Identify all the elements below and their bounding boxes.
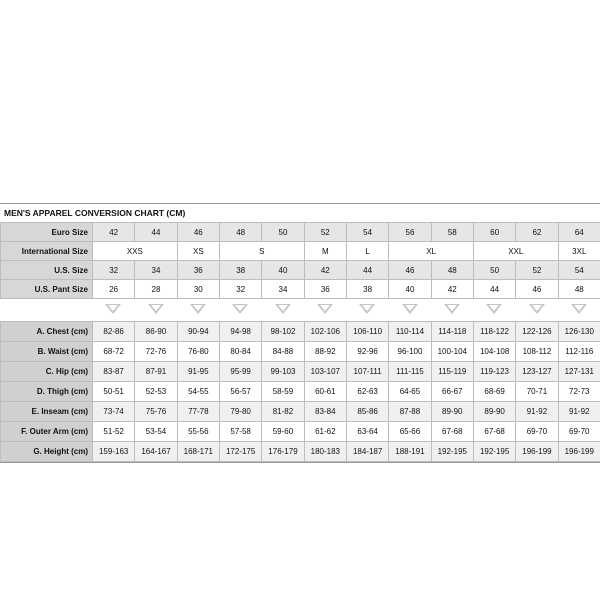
chart-title: MEN'S APPAREL CONVERSION CHART (CM) (0, 203, 600, 222)
measurement-cell: 79-80 (219, 402, 261, 422)
measurement-cell: 57-58 (219, 422, 261, 442)
measurement-cell: 59-60 (262, 422, 304, 442)
measurement-cell: 91-95 (177, 362, 219, 382)
measurement-cell: 188-191 (389, 442, 431, 462)
size-cell: 40 (262, 261, 304, 280)
size-cell: XL (389, 242, 474, 261)
size-table (0, 222, 600, 299)
measurement-cell: 69-70 (516, 422, 558, 442)
size-cell: 26 (93, 280, 135, 299)
measurement-row (1, 442, 600, 462)
measurement-cell: 94-98 (219, 322, 261, 342)
measurement-cell: 168-171 (177, 442, 219, 462)
measurement-cell: 96-100 (389, 342, 431, 362)
measurement-cell: 85-86 (346, 402, 388, 422)
measurement-cell: 88-92 (304, 342, 346, 362)
measurement-row-label: F. Outer Arm (cm) (1, 422, 93, 442)
down-arrow-icon (359, 304, 375, 314)
measurement-row-label: D. Thigh (cm) (1, 382, 93, 402)
measurement-cell: 122-126 (516, 322, 558, 342)
measurement-cell: 50-51 (93, 382, 135, 402)
measurement-cell: 95-99 (219, 362, 261, 382)
measurement-cell: 51-52 (93, 422, 135, 442)
measurement-cell: 172-175 (219, 442, 261, 462)
measurement-cell: 100-104 (431, 342, 473, 362)
measurement-cell: 54-55 (177, 382, 219, 402)
measurement-cell: 80-84 (219, 342, 261, 362)
size-cell: 58 (431, 223, 473, 242)
size-row (1, 223, 600, 242)
size-cell: 38 (219, 261, 261, 280)
size-cell: 44 (473, 280, 515, 299)
measurement-cell: 87-88 (389, 402, 431, 422)
measurement-row (1, 322, 600, 342)
measurement-cell: 192-195 (431, 442, 473, 462)
measurement-cell: 70-71 (516, 382, 558, 402)
measurement-cell: 82-86 (93, 322, 135, 342)
measurement-cell: 91-92 (516, 402, 558, 422)
size-cell: XXL (473, 242, 558, 261)
measurement-cell: 90-94 (177, 322, 219, 342)
measurement-cell: 73-74 (93, 402, 135, 422)
measurement-cell: 176-179 (262, 442, 304, 462)
size-row-label: U.S. Size (1, 261, 93, 280)
measurement-cell: 66-67 (431, 382, 473, 402)
measurement-cell: 111-115 (389, 362, 431, 382)
measurement-cell: 164-167 (135, 442, 177, 462)
size-cell: 46 (389, 261, 431, 280)
size-cell: 28 (135, 280, 177, 299)
measurement-cell: 62-63 (346, 382, 388, 402)
measurement-cell: 127-131 (558, 362, 600, 382)
size-cell: 46 (177, 223, 219, 242)
measurement-cell: 53-54 (135, 422, 177, 442)
size-cell: 32 (219, 280, 261, 299)
down-arrow-icon (402, 304, 418, 314)
down-arrow-icon (190, 304, 206, 314)
measurement-cell: 196-199 (558, 442, 600, 462)
size-cell: 32 (93, 261, 135, 280)
size-cell: 42 (304, 261, 346, 280)
size-cell: 34 (135, 261, 177, 280)
measurement-cell: 103-107 (304, 362, 346, 382)
size-cell: 40 (389, 280, 431, 299)
size-cell: 42 (431, 280, 473, 299)
arrow-row (0, 299, 600, 321)
measurement-cell: 52-53 (135, 382, 177, 402)
size-cell: 50 (262, 223, 304, 242)
measurement-row (1, 402, 600, 422)
size-cell: 3XL (558, 242, 600, 261)
measurement-row-label: G. Height (cm) (1, 442, 93, 462)
measurement-cell: 81-82 (262, 402, 304, 422)
measurement-cell: 58-59 (262, 382, 304, 402)
size-cell: 62 (516, 223, 558, 242)
size-cell: 44 (346, 261, 388, 280)
down-arrow-icon (486, 304, 502, 314)
size-cell: 34 (262, 280, 304, 299)
size-cell: 48 (431, 261, 473, 280)
measurement-row-label: E. Inseam (cm) (1, 402, 93, 422)
measurement-cell: 118-122 (473, 322, 515, 342)
measurement-cell: 69-70 (558, 422, 600, 442)
measurement-cell: 68-69 (473, 382, 515, 402)
size-cell: 52 (304, 223, 346, 242)
size-cell: 46 (516, 280, 558, 299)
measurement-cell: 126-130 (558, 322, 600, 342)
down-arrow-icon (275, 304, 291, 314)
size-cell: S (219, 242, 304, 261)
measurement-cell: 89-90 (431, 402, 473, 422)
measurement-cell: 184-187 (346, 442, 388, 462)
size-cell: 36 (177, 261, 219, 280)
measurement-row (1, 382, 600, 402)
measurement-cell: 84-88 (262, 342, 304, 362)
measurement-cell: 67-68 (431, 422, 473, 442)
measurement-row (1, 362, 600, 382)
size-cell: XXS (93, 242, 178, 261)
size-conversion-chart (0, 203, 600, 463)
measurement-row-label: C. Hip (cm) (1, 362, 93, 382)
down-arrow-icon (105, 304, 121, 314)
measurement-row (1, 342, 600, 362)
down-arrow-icon (148, 304, 164, 314)
measurement-cell: 106-110 (346, 322, 388, 342)
size-row-label: Euro Size (1, 223, 93, 242)
size-cell: 54 (558, 261, 600, 280)
measurement-cell: 72-76 (135, 342, 177, 362)
measurement-cell: 123-127 (516, 362, 558, 382)
size-cell: 60 (473, 223, 515, 242)
measurement-cell: 104-108 (473, 342, 515, 362)
size-cell: 42 (93, 223, 135, 242)
measurement-table (0, 321, 600, 462)
down-arrow-icon (529, 304, 545, 314)
measurement-cell: 83-84 (304, 402, 346, 422)
measurement-cell: 72-73 (558, 382, 600, 402)
bottom-divider (0, 462, 600, 463)
down-arrow-icon (571, 304, 587, 314)
measurement-row-label: B. Waist (cm) (1, 342, 93, 362)
measurement-cell: 89-90 (473, 402, 515, 422)
size-cell: 30 (177, 280, 219, 299)
measurement-cell: 75-76 (135, 402, 177, 422)
measurement-cell: 55-56 (177, 422, 219, 442)
size-row (1, 280, 600, 299)
size-cell: L (346, 242, 388, 261)
measurement-cell: 63-64 (346, 422, 388, 442)
measurement-row (1, 422, 600, 442)
measurement-cell: 65-66 (389, 422, 431, 442)
size-cell: 56 (389, 223, 431, 242)
down-arrow-icon (232, 304, 248, 314)
measurement-cell: 68-72 (93, 342, 135, 362)
measurement-cell: 83-87 (93, 362, 135, 382)
size-cell: 52 (516, 261, 558, 280)
measurement-cell: 98-102 (262, 322, 304, 342)
size-cell: 50 (473, 261, 515, 280)
measurement-cell: 76-80 (177, 342, 219, 362)
size-cell: 48 (219, 223, 261, 242)
measurement-cell: 64-65 (389, 382, 431, 402)
measurement-row-label: A. Chest (cm) (1, 322, 93, 342)
measurement-cell: 110-114 (389, 322, 431, 342)
down-arrow-icon (317, 304, 333, 314)
measurement-cell: 99-103 (262, 362, 304, 382)
measurement-cell: 119-123 (473, 362, 515, 382)
size-row (1, 261, 600, 280)
measurement-cell: 107-111 (346, 362, 388, 382)
size-cell: 48 (558, 280, 600, 299)
measurement-cell: 91-92 (558, 402, 600, 422)
measurement-cell: 87-91 (135, 362, 177, 382)
measurement-cell: 108-112 (516, 342, 558, 362)
measurement-cell: 192-195 (473, 442, 515, 462)
size-cell: M (304, 242, 346, 261)
measurement-cell: 61-62 (304, 422, 346, 442)
measurement-cell: 60-61 (304, 382, 346, 402)
measurement-cell: 102-106 (304, 322, 346, 342)
size-cell: 36 (304, 280, 346, 299)
size-cell: 38 (346, 280, 388, 299)
down-arrow-icon (444, 304, 460, 314)
measurement-cell: 77-78 (177, 402, 219, 422)
measurement-cell: 112-116 (558, 342, 600, 362)
measurement-cell: 196-199 (516, 442, 558, 462)
measurement-cell: 67-68 (473, 422, 515, 442)
measurement-cell: 86-90 (135, 322, 177, 342)
measurement-cell: 180-183 (304, 442, 346, 462)
size-cell: 64 (558, 223, 600, 242)
measurement-cell: 92-96 (346, 342, 388, 362)
measurement-cell: 115-119 (431, 362, 473, 382)
size-cell: XS (177, 242, 219, 261)
size-row-label: U.S. Pant Size (1, 280, 93, 299)
size-cell: 54 (346, 223, 388, 242)
size-row (1, 242, 600, 261)
measurement-cell: 114-118 (431, 322, 473, 342)
measurement-cell: 159-163 (93, 442, 135, 462)
measurement-cell: 56-57 (219, 382, 261, 402)
size-cell: 44 (135, 223, 177, 242)
size-row-label: International Size (1, 242, 93, 261)
